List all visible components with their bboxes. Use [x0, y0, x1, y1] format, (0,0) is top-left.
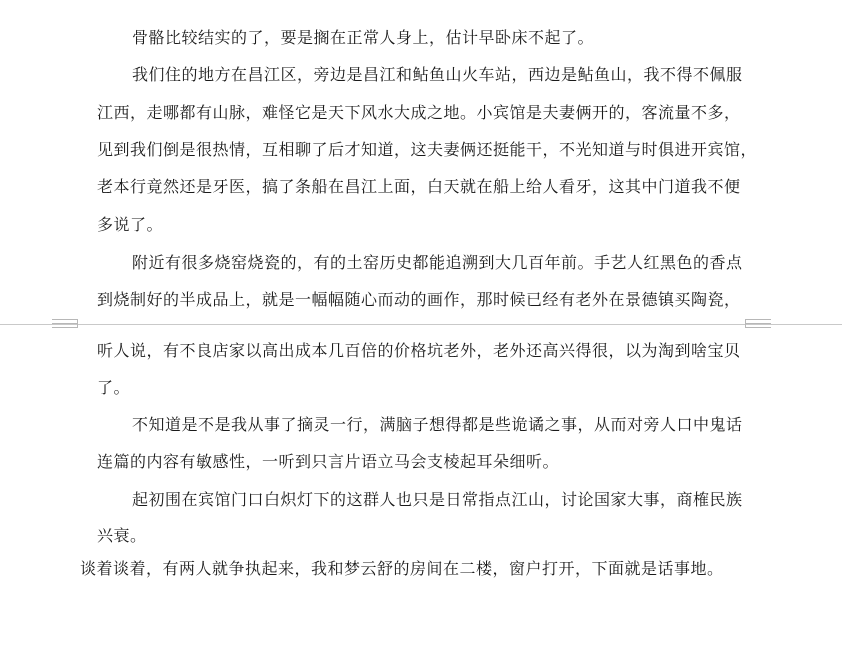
text-line: 连篇的内容有敏感性，一听到只言片语立马会支棱起耳朵细听。	[97, 452, 560, 471]
right-margin-marker	[745, 319, 771, 328]
text-line: 见到我们倒是很热情，互相聊了后才知道，这夫妻俩还挺能干，不光知道与时俱进开宾馆，	[97, 140, 758, 159]
text-line: 了。	[97, 378, 131, 397]
text-line: 江西，走哪都有山脉，难怪它是天下风水大成之地。小宾馆是夫妻俩开的，客流量不多，	[97, 103, 741, 122]
text-line: 谈着谈着，有两人就争执起来，我和梦云舒的房间在二楼，窗户打开，下面就是话事地。	[80, 559, 724, 578]
left-margin-marker	[52, 319, 78, 328]
text-line: 附近有很多烧窑烧瓷的，有的土窑历史都能追溯到大几百年前。手艺人红黑色的香点	[132, 253, 743, 272]
text-line: 到烧制好的半成品上，就是一幅幅随心而动的画作，那时候已经有老外在景德镇买陶瓷，	[97, 290, 741, 309]
text-line: 兴衰。	[97, 526, 147, 545]
text-line: 不知道是不是我从事了摘灵一行，满脑子想得都是些诡谲之事，从而对旁人口中鬼话	[132, 415, 743, 434]
text-line: 多说了。	[97, 215, 164, 234]
text-line: 我们住的地方在昌江区，旁边是昌江和鲇鱼山火车站，西边是鲇鱼山，我不得不佩服	[132, 65, 743, 84]
text-line: 听人说，有不良店家以高出成本几百倍的价格坑老外，老外还高兴得很，以为淘到啥宝贝	[97, 341, 741, 360]
text-line: 老本行竟然还是牙医，搞了条船在昌江上面，白天就在船上给人看牙，这其中门道我不便	[97, 177, 741, 196]
text-line: 起初围在宾馆门口白炽灯下的这群人也只是日常指点江山，讨论国家大事，商榷民族	[132, 490, 743, 509]
page-break-line	[0, 324, 842, 325]
text-line: 骨骼比较结实的了，要是搁在正常人身上，估计早卧床不起了。	[132, 28, 595, 47]
